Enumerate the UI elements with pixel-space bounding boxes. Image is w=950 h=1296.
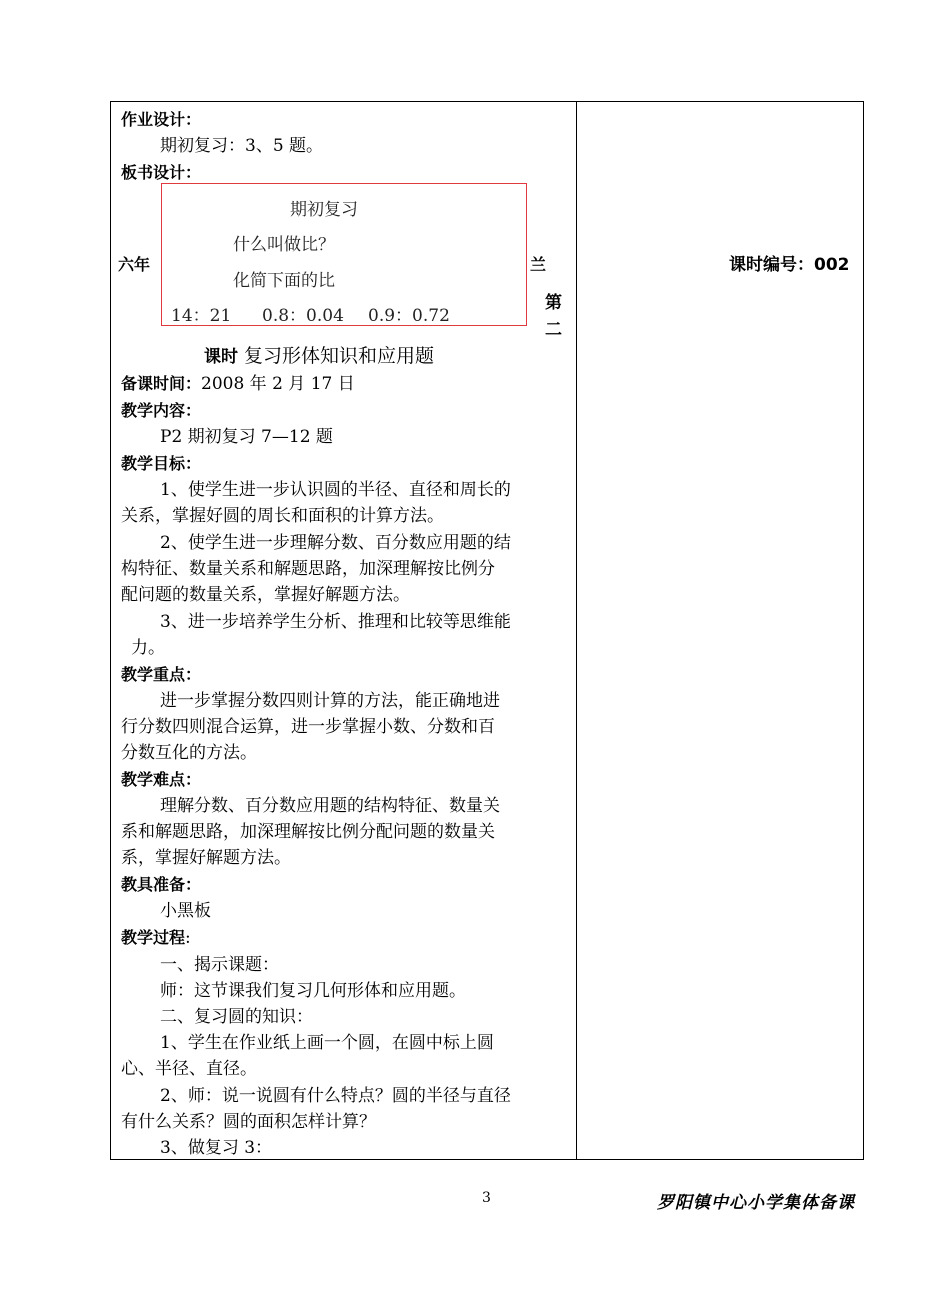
board-question: 什么叫做比？: [233, 235, 335, 255]
lesson-ordinal-char-1: 第: [545, 293, 562, 313]
board-ratio-1: 14：21: [171, 306, 232, 326]
lesson-ordinal-char-2: 二: [545, 320, 562, 340]
process-heading-line: [121, 925, 191, 951]
board-design-heading: 板书设计：: [121, 163, 202, 182]
step-1-text: 师：这节课我们复习几何形体和应用题。: [160, 981, 466, 1001]
homework-heading: 作业设计：: [121, 110, 202, 129]
board-title: 期初复习: [290, 200, 358, 220]
process-colon: :: [185, 928, 191, 948]
lesson-title-prefix: 课时: [204, 347, 238, 367]
key-points-heading: 教学重点：: [121, 665, 202, 684]
step-2-item-2-line-1: 2、师：说一说圆有什么特点？圆的半径与直径: [160, 1086, 511, 1106]
table-column-divider: [576, 101, 577, 1160]
difficulties-line-2: 系和解题思路，加深理解按比例分配问题的数量关: [121, 822, 495, 842]
tools-heading: 教具准备：: [121, 875, 202, 894]
lesson-title-line: [204, 342, 434, 371]
lesson-title: 复习形体知识和应用题: [244, 345, 435, 367]
step-2-item-3: 3、做复习 3：: [160, 1138, 273, 1158]
board-ratio-3: 0.9：0.72: [368, 306, 450, 326]
teacher-name-fragment: 兰: [530, 255, 547, 274]
goal-2-line-3: 配问题的数量关系，掌握好解题方法。: [121, 585, 410, 605]
goal-2-line-2: 构特征、数量关系和解题思路，加深理解按比例分: [121, 559, 495, 579]
process-heading: 教学过程: [121, 928, 186, 947]
board-design-box: [161, 183, 527, 326]
homework-content: 期初复习：3、5 题。: [160, 136, 324, 156]
step-2-heading: 二、复习圆的知识：: [160, 1007, 313, 1027]
tools-text: 小黑板: [160, 901, 211, 921]
goal-1-line-2: 关系，掌握好圆的周长和面积的计算方法。: [121, 506, 444, 526]
grade-label-fragment: 六年: [118, 255, 151, 274]
goal-1-line-1: 1、使学生进一步认识圆的半径、直径和周长的: [160, 480, 511, 500]
content-text: P2 期初复习 7—12 题: [160, 427, 333, 447]
goal-2-line-1: 2、使学生进一步理解分数、百分数应用题的结: [160, 533, 511, 553]
difficulties-line-3: 系，掌握好解题方法。: [121, 848, 291, 868]
difficulties-line-1: 理解分数、百分数应用题的结构特征、数量关: [160, 796, 500, 816]
content-heading: 教学内容：: [121, 401, 202, 420]
key-points-line-3: 分数互化的方法。: [121, 743, 257, 763]
goal-3-line-2: 力。: [131, 638, 165, 658]
step-1-heading: 一、揭示课题：: [160, 955, 279, 975]
board-ratio-2: 0.8：0.04: [262, 306, 344, 326]
step-2-item-1-line-1: 1、学生在作业纸上画一个圆，在圆中标上圆: [160, 1033, 494, 1053]
goals-heading: 教学目标：: [121, 454, 202, 473]
key-points-line-1: 进一步掌握分数四则计算的方法，能正确地进: [160, 691, 500, 711]
key-points-line-2: 行分数四则混合运算，进一步掌握小数、分数和百: [121, 717, 495, 737]
lesson-number: 课时编号：002: [729, 255, 850, 275]
step-2-item-2-line-2: 有什么关系？圆的面积怎样计算？: [121, 1112, 376, 1132]
board-subtitle: 化简下面的比: [233, 271, 335, 291]
school-footer: 罗阳镇中心小学集体备课: [657, 1193, 855, 1213]
prep-time-value: 2008 年 2 月 17 日: [201, 374, 355, 394]
page-number: 3: [482, 1190, 491, 1206]
prep-time-label: 备课时间：: [121, 374, 202, 393]
goal-3-line-1: 3、进一步培养学生分析、推理和比较等思维能: [160, 612, 511, 632]
step-2-item-1-line-2: 心、半径、直径。: [121, 1059, 257, 1079]
difficulties-heading: 教学难点：: [121, 770, 202, 789]
prep-time-line: [121, 371, 355, 397]
